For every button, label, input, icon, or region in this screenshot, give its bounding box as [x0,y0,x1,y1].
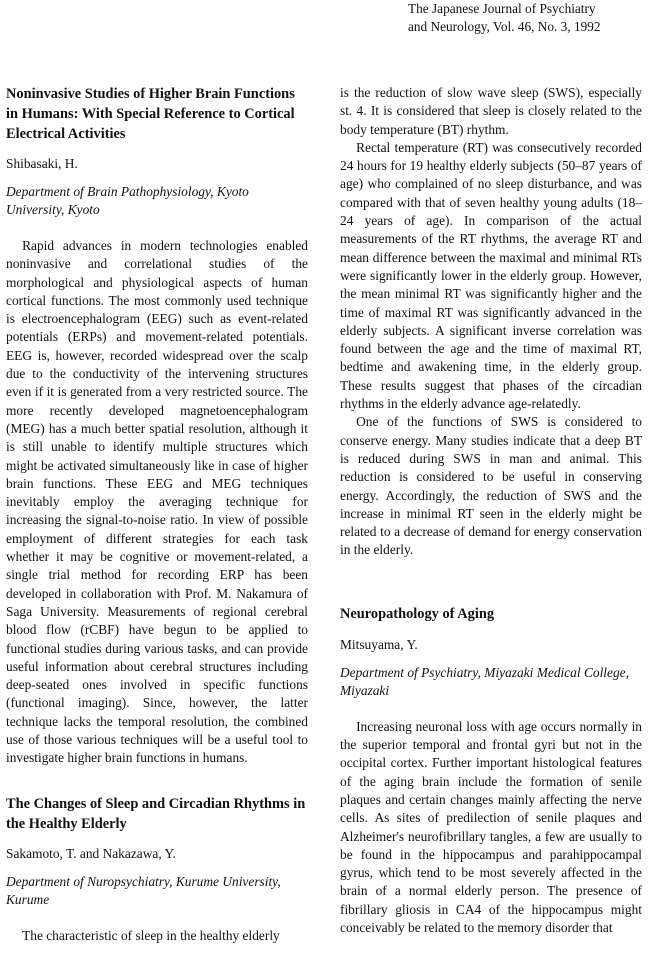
article-2-author: Sakamoto, T. and Nakazawa, Y. [6,845,176,861]
right-column [340,84,642,937]
article-3-paragraph: Increasing neuronal loss with age occurs normally in the superior temporal and frontal gyri but not in the occipital cortex. Further important histological features of the aging brain include the formation of senile plaques and certain changes mainly affecting the nerve cells. As sites of predilection of senile plaques and Alzheimer's neurofibrillary tangles, a few are usually to be found in the hippocampus and parahippocampal gyrus, which tend to be most severely affected in the brain of a normal elderly person. The presence of fibrillary gliosis in CA4 of the hippocampus might conceivably be related to the memory disorder that [340,718,642,935]
article-1-title: Noninvasive Studies of Higher Brain Functions in Humans: With Special Reference to Cortical Electrical Activities [6,86,295,142]
article-2-paragraph: Rectal temperature (RT) was consecutively recorded 24 hours for 19 healthy elderly subjects (50–87 years of age) who complained of no sleep disturbance, and was compared with that of seven healthy young adults (18–24 years of age). In comparison of the actual measurements of the RT rhythms, the average RT and mean difference between the maximal and minimal RTs were significantly lower in the elderly group. However, the mean minimal RT was significantly higher and the time of maximal RT was significantly advanced in the elderly subjects. A significant inverse correlation was found between the age and the time of maximal RT, bedtime and awakening time, in the elderly group. These results suggest that phases of the circadian rhythms in the elderly advance age-relatedly. [340,139,642,412]
left-column [6,84,308,945]
article-2-continuation: is the reduction of slow wave sleep (SWS), especially st. 4. It is considered that sleep is closely related to the body temperature (BT) rhythm. [340,85,642,137]
article-2-first-line: The characteristic of sleep in the healthy elderly [22,927,280,943]
article-2-paragraph: One of the functions of SWS is considered to conserve energy. Many studies indicate that a deep BT is reduced during SWS in man and animal. This reduction is considered to be useful in conserving energy. Accordingly, the reduction of SWS and the increase in minimal RT seen in the elderly might be related to a decrease of demand for energy conservation in the elderly. [340,414,642,558]
article-3-title: Neuropathology of Aging [340,605,495,622]
article-2-title: The Changes of Sleep and Circadian Rhythms in the Healthy Elderly [6,795,306,832]
article-3 [340,604,642,938]
article-1-author: Shibasaki, H. [6,156,78,171]
journal-header [408,0,648,36]
journal-volume: and Neurology, Vol. 46, No. 3, 1992 [408,19,601,34]
journal-name: The Japanese Journal of Psychiatry [408,1,596,16]
article-2-affiliation: Department of Nuropsychiatry, Kurume University, Kurume [6,873,281,907]
article-1-paragraph: Rapid advances in modern technologies enabled noninvasive and correlational studies of the morphological and physiological aspects of human cortical functions. The most commonly used technique is electroencephalogram (EEG) such as event-related potentials (ERPs) and movement-related potentials. EEG is, however, recorded widespread over the scalp due to the conductivity of the intervening structures even if it is generated from a very restricted source. The more recently developed magnetoencephalogram (MEG) has a much better spatial resolution, although it is still unable to identify multiple structures which might be activated simultaneously like in case of higher brain functions. These EEG and MEG techniques inevitably employ the averaging technique for increasing the signal-to-noise ratio. In view of possible employment of different strategies for each task whether it may be cognitive or movement-related, a single trial method for recording ERP has been developed in collaboration with Prof. M. Nakamura of Saga University. Measurements of regional cerebral blood flow (rCBF) have begun to be applied to functional studies during various tasks, and can provide useful information about cerebral structures including deep-seated ones involved in specific functions (functional imaging). Since, however, the latter technique lacks the temporal resolution, the combined use of those various techniques will be a useful tool to investigate higher brain functions in humans. [6,238,308,766]
article-3-affiliation: Department of Psychiatry, Miyazaki Medical College, Miyazaki [340,664,629,698]
article-2 [6,794,308,945]
article-1-affiliation: Department of Brain Pathophysiology, Kyoto University, Kyoto [6,184,249,217]
article-1 [6,84,308,768]
article-3-author: Mitsuyama, Y. [340,636,418,652]
